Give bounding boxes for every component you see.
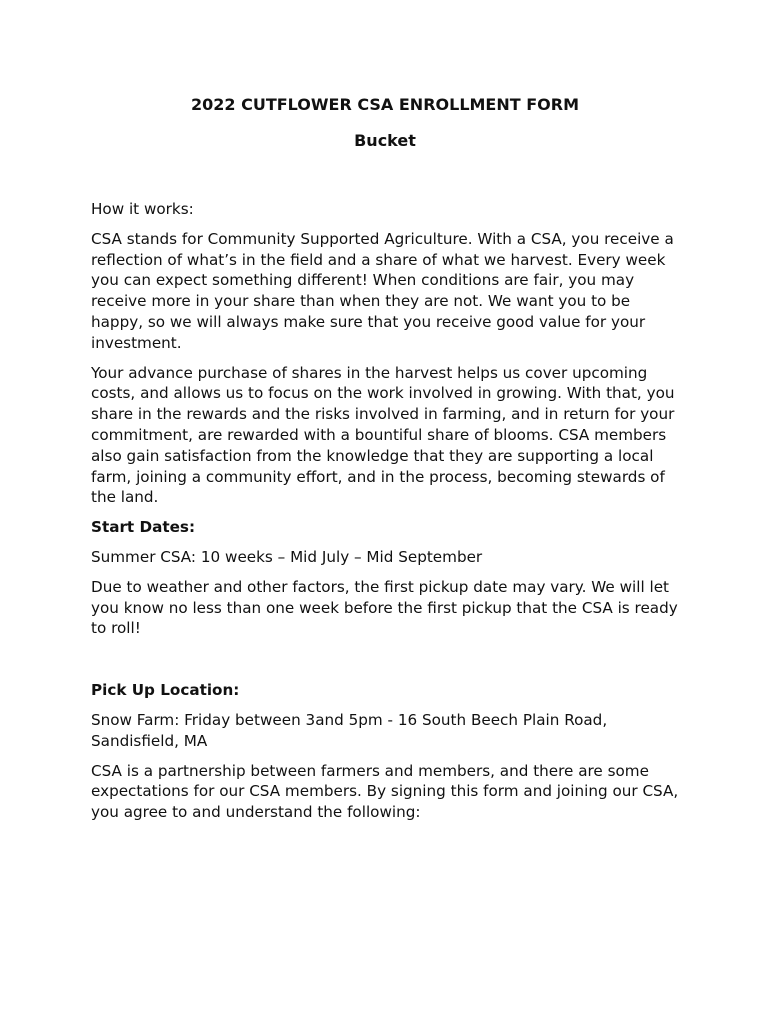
- advance-purchase-paragraph: Your advance purchase of shares in the harvest helps us cover upcoming costs, and allows us to focus on the work involved in growing. With that, you share in the rewards and the risks involved in farming, and in return for your commitment, are rewarded with a bountiful share of blooms. CSA members also gain satisfaction from the knowledge that they are supporting a local farm, joining a community effort, and in the process, becoming stewards of the land.: [91, 363, 675, 507]
- document-body: [91, 199, 686, 832]
- how-it-works-heading: How it works:: [91, 200, 194, 218]
- pickup-location-line: Snow Farm: Friday between 3and 5pm - 16 South Beech Plain Road, Sandisfield, MA: [91, 710, 608, 750]
- partnership-paragraph: CSA is a partnership between farmers and members, and there are some expectations for our CSA members. By signing this form and joining our CSA, you agree to and understand the following:: [91, 761, 679, 822]
- csa-explanation-paragraph: CSA stands for Community Supported Agriculture. With a CSA, you receive a reflection of what’s in the field and a share of what we harvest. Every week you can expect something different! When conditions are fair, you may receive more in your share than when they are not. We want you to be happy, so we will always make sure that you receive good value for your investment.: [91, 229, 674, 352]
- pickup-location-heading: Pick Up Location:: [91, 681, 240, 700]
- summer-csa-line: Summer CSA: 10 weeks – Mid July – Mid September: [91, 547, 483, 566]
- page-subtitle: Bucket: [354, 131, 416, 150]
- page-title: 2022 CUTFLOWER CSA ENROLLMENT FORM: [190, 95, 580, 114]
- start-dates-heading: Start Dates:: [91, 518, 196, 537]
- pickup-date-note: Due to weather and other factors, the first pickup date may vary. We will let you know no less than one week before the first pickup that the CSA is ready to roll!: [91, 577, 678, 638]
